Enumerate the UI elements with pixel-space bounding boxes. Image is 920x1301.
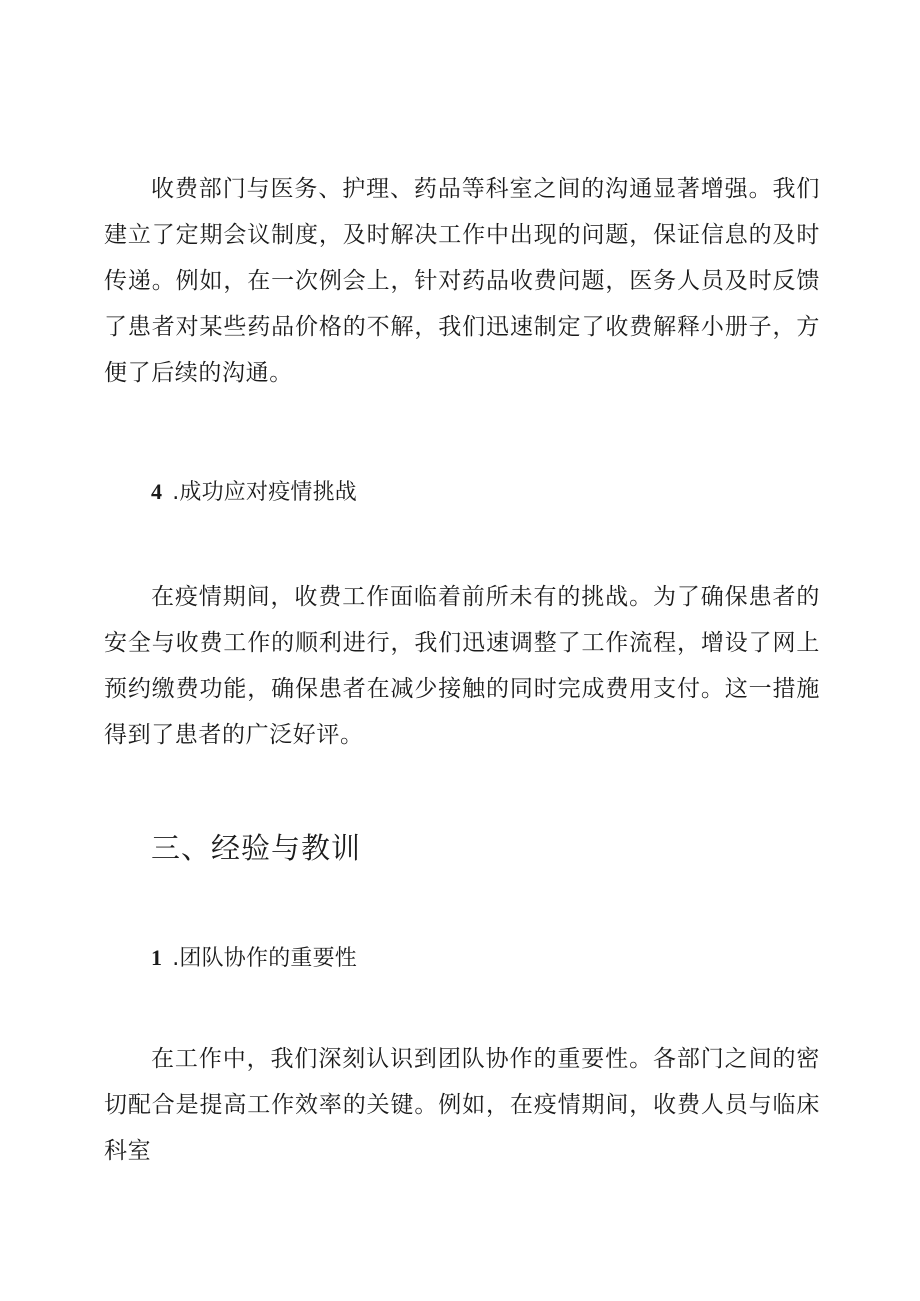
- subheading-title: .成功应对疫情挑战: [172, 480, 357, 505]
- paragraph-pandemic: 在疫情期间，收费工作面临着前所未有的挑战。为了确保患者的安全与收费工作的顺利进行，我们迅速调整了工作流程，增设了网上预约缴费功能，确保患者在减少接触的同时完成费用支付。这一措施得到了患者的广泛好评。: [104, 584, 820, 748]
- section-heading-3: 三、经验与教训: [151, 831, 362, 865]
- subheading-number: 1: [151, 945, 163, 970]
- paragraph-communication: 收费部门与医务、护理、药品等科室之间的沟通显著增强。我们建立了定期会议制度，及时解决工作中出现的问题，保证信息的及时传递。例如，在一次例会上，针对药品收费问题，医务人员及时反馈了患者对某些药品价格的不解，我们迅速制定了收费解释小册子，方便了后续的沟通。: [104, 176, 820, 386]
- subheading-title: .团队协作的重要性: [172, 946, 357, 971]
- subheading-item-1: [151, 943, 357, 974]
- subheading-item-4: [151, 477, 357, 508]
- subheading-number: 4: [151, 479, 163, 504]
- paragraph-teamwork: 在工作中，我们深刻认识到团队协作的重要性。各部门之间的密切配合是提高工作效率的关键。例如，在疫情期间，收费人员与临床科室: [104, 1046, 820, 1164]
